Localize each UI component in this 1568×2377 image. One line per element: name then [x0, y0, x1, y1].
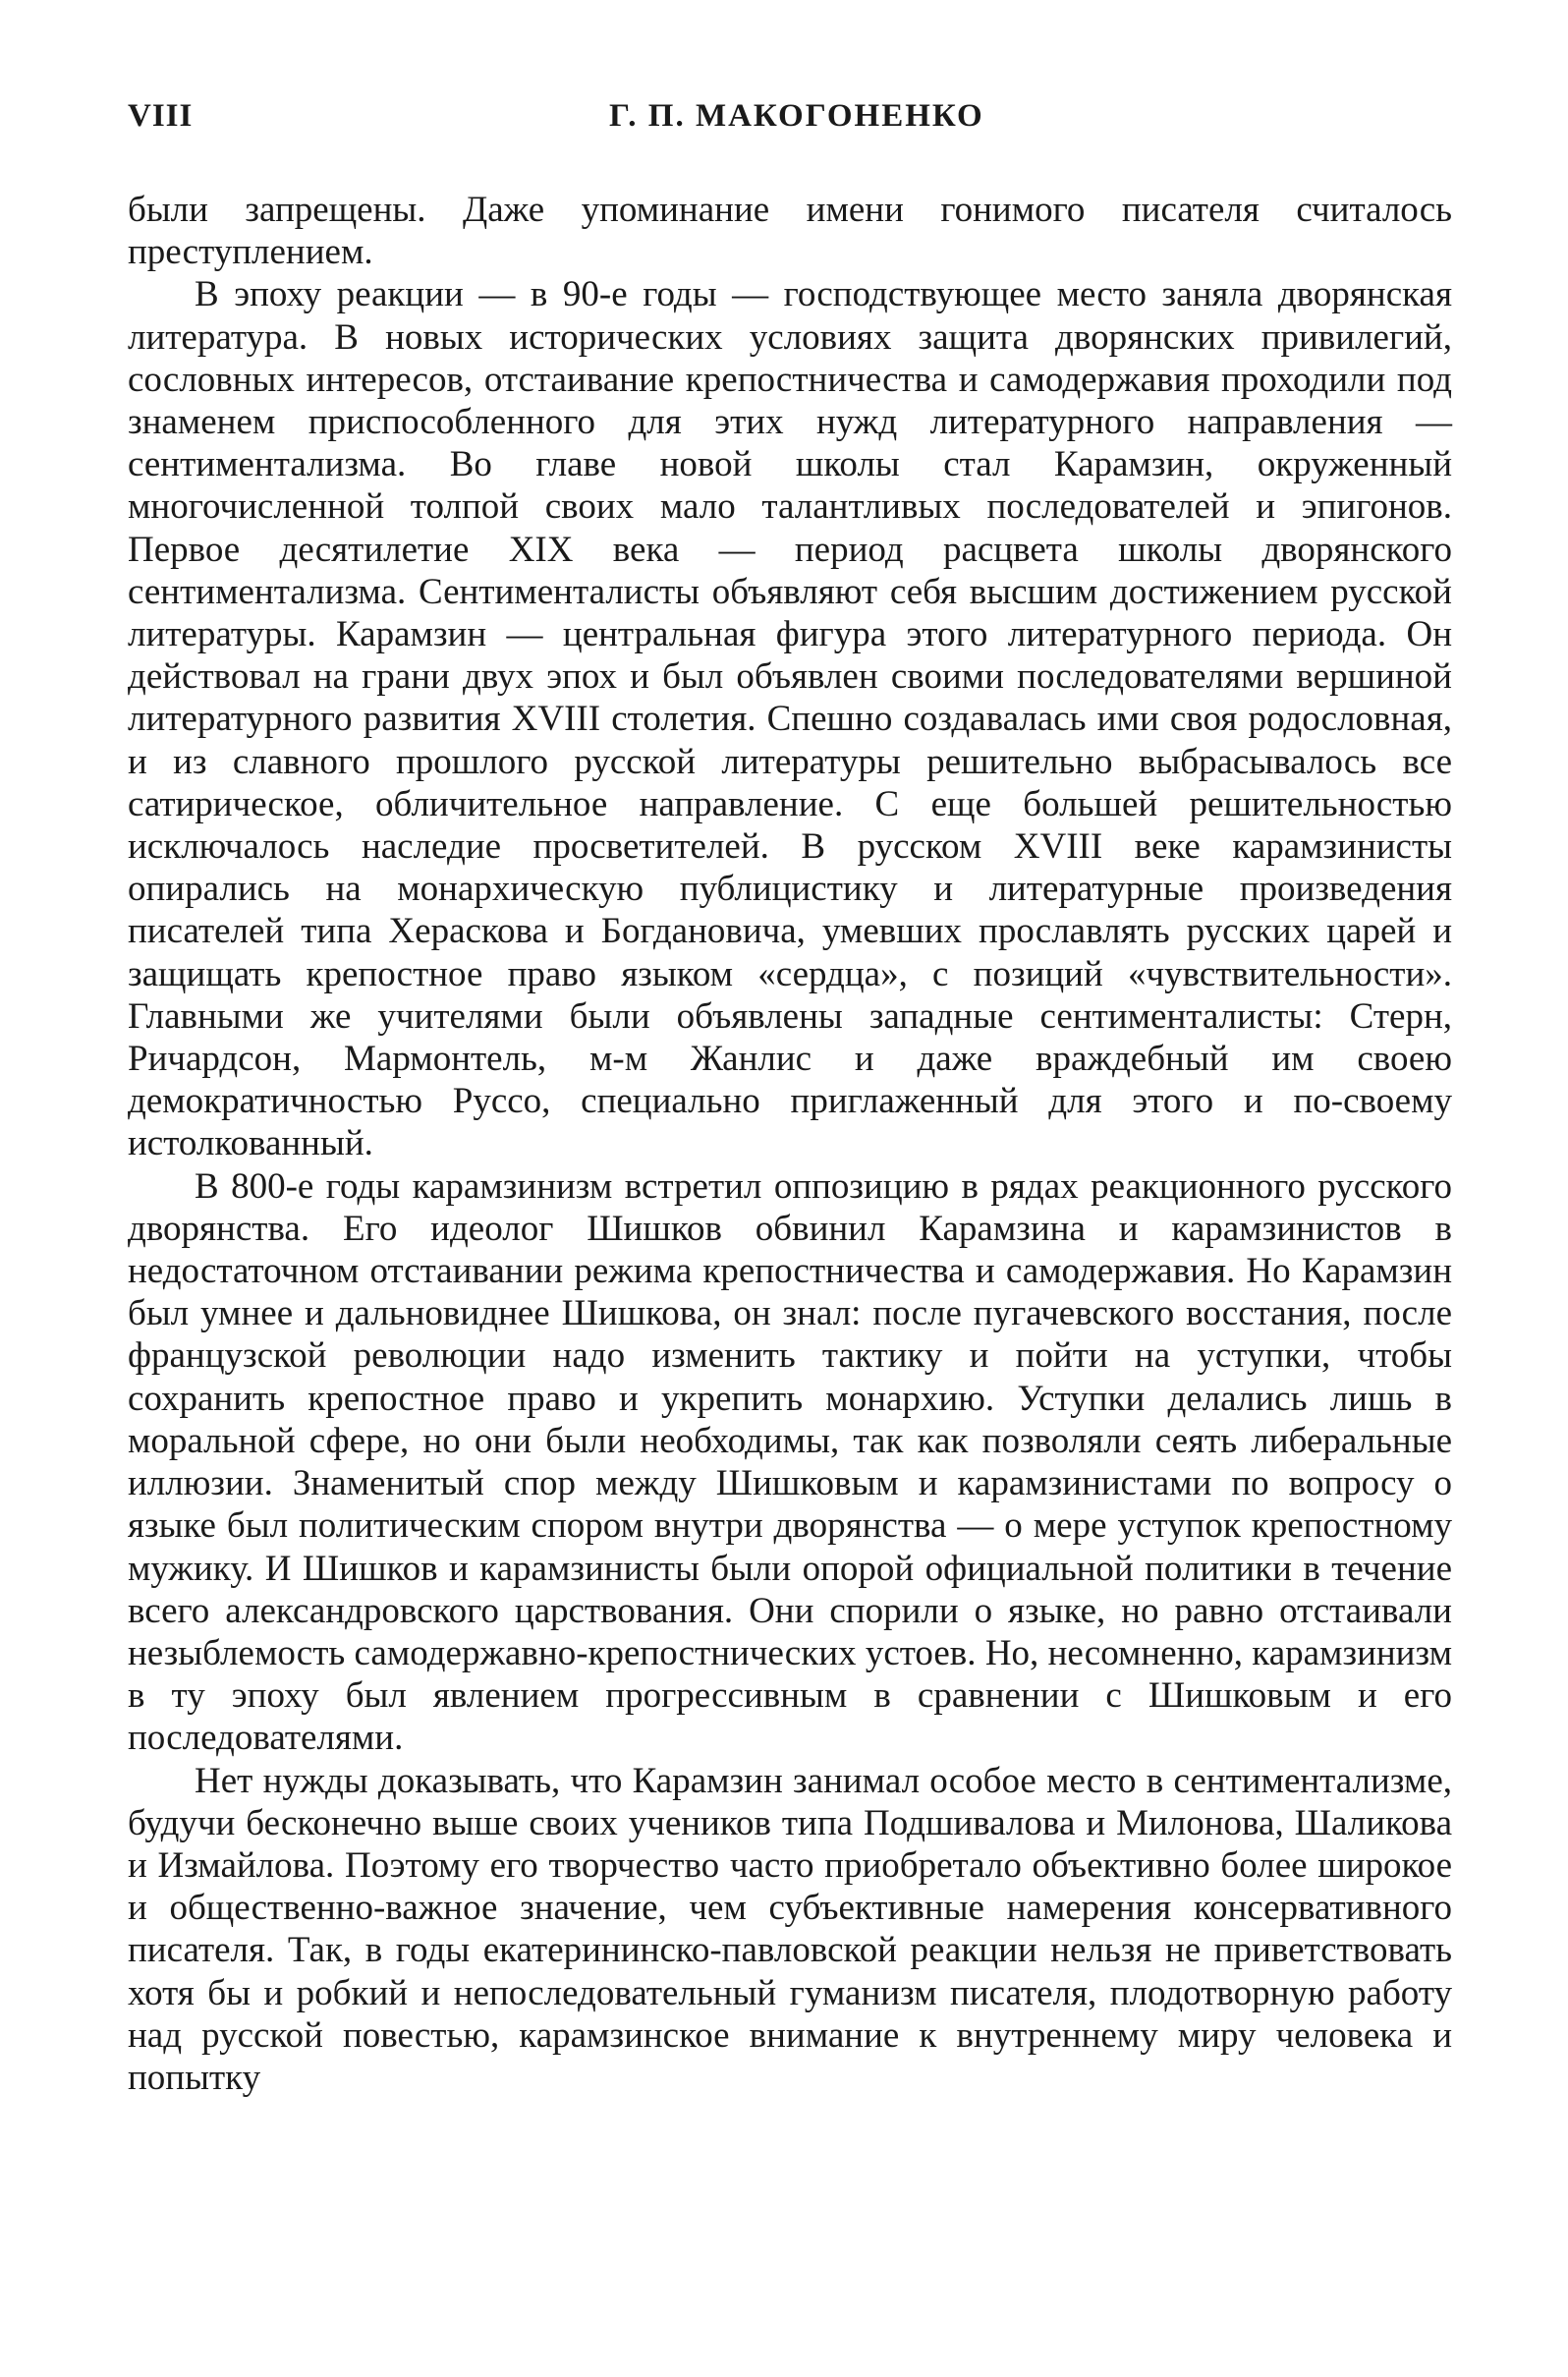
paragraph-karamzin-role: Нет нужды доказывать, что Карамзин занимал особое место в сентиментализме, будучи бесконечно выше своих учеников типа Подшивалова и Милонова, Шаликова и Измайлова. Поэтому его творчество часто приобретало объективно более широкое и общественно-важное значение, чем субъективные намерения консервативного писателя. Так, в годы екатерининско-павловской реакции нельзя не приветствовать хотя бы и робкий и непоследовательный гуманизм писателя, плодотворную работу над русской повестью, карамзинское внимание к внутреннему миру человека и попытку: [128, 1760, 1452, 2098]
running-head-author: Г. П. МАКОГОНЕНКО: [609, 98, 984, 134]
running-head: [128, 98, 1454, 147]
paragraph-reaction-era: В эпоху реакции — в 90-е годы — господствующее место заняла дворянская литература. В новых исторических условиях защита дворянских привилегий, сословных интересов, отстаивание крепостничества и самодержавия проходили под знаменем приспособленного для этих нужд литературного направления — сентиментализма. Во главе новой школы стал Карамзин, окруженный многочисленной толпой своих мало талантливых последователей и эпигонов. Первое десятилетие XIX века — период расцвета школы дворянского сентиментализма. Сентименталисты объявляют себя высшим достижением русской литературы. Карамзин — центральная фигура этого литературного периода. Он действовал на грани двух эпох и был объявлен своими последователями вершиной литературного развития XVIII столетия. Спешно создавалась ими своя родословная, и из славного прошлого русской литературы решительно выбрасывалось все сатирическое, обличительное направление. С еще большей решительностью исключалось наследие просветителей. В русском XVIII веке карамзинисты опирались на монархическую публицистику и литературные произведения писателей типа Хераскова и Богдановича, умевших прославлять русских царей и защищать крепостное право языком «сердца», с позиций «чувствительности». Главными же учителями были объявлены западные сентименталисты: Стерн, Ричардсон, Мармонтель, м-м Жанлис и даже враждебный им своею демократичностью Руссо, специально приглаженный для этого и по-своему истолкованный.: [128, 274, 1452, 1164]
paragraph-shishkov-opposition: В 800-е годы карамзинизм встретил оппозицию в рядах реакционного русского дворянства. Его идеолог Шишков обвинил Карамзина и карамзинистов в недостаточном отстаивании режима крепостничества и самодержавия. Но Карамзин был умнее и дальновиднее Шишкова, он знал: после пугачевского восстания, после французской революции надо изменить тактику и пойти на уступки, чтобы сохранить крепостное право и укрепить монархию. Уступки делались лишь в моральной сфере, но они были необходимы, так как позволяли сеять либеральные иллюзии. Знаменитый спор между Шишковым и карамзинистами по вопросу о языке был политическим спором внутри дворянства — о мере уступок крепостному мужику. И Шишков и карамзинисты были опорой официальной политики в течение всего александровского царствования. Они спорили о языке, но равно отстаивали незыблемость самодержавно-крепостнических устоев. Но, несомненно, карамзинизм в ту эпоху был явлением прогрессивным в сравнении с Шишковым и его последователями.: [128, 1165, 1452, 1759]
body-text: [128, 189, 1452, 2099]
paragraph-continuation: были запрещены. Даже упоминание имени гонимого писателя считалось преступлением.: [128, 190, 1452, 273]
page-number: VIII: [128, 98, 194, 134]
